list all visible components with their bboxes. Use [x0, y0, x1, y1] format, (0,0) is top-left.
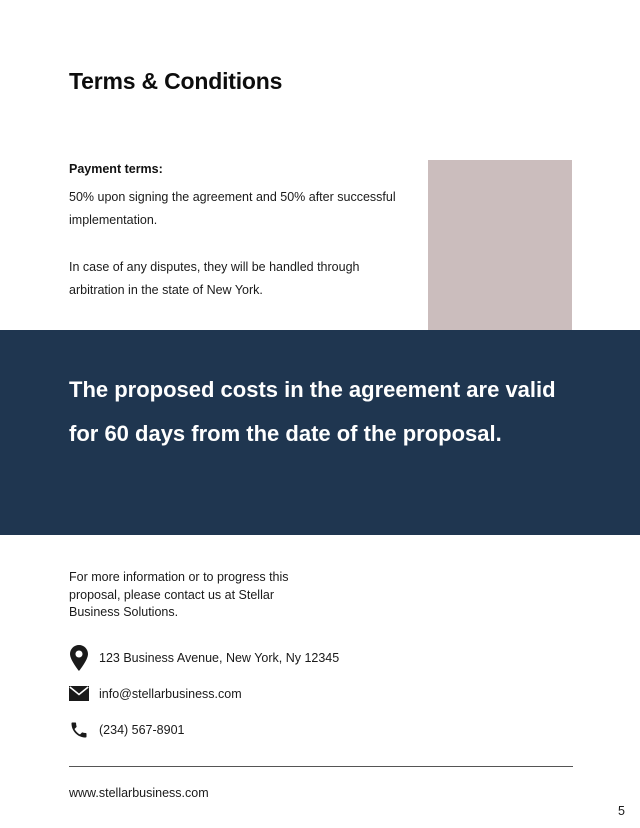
- disputes-text: In case of any disputes, they will be handled through arbitration in the state of New York.: [69, 260, 360, 297]
- email-link[interactable]: info@stellarbusiness.com: [99, 686, 242, 701]
- image-placeholder: [428, 160, 572, 332]
- page-title: Terms & Conditions: [69, 68, 283, 94]
- website-link[interactable]: www.stellarbusiness.com: [69, 786, 209, 800]
- payment-terms-heading: Payment terms:: [69, 162, 163, 176]
- footer-divider: [69, 766, 573, 767]
- validity-banner: [0, 330, 640, 535]
- contact-email: [68, 686, 242, 701]
- page-number: 5: [618, 804, 625, 818]
- payment-terms-text: 50% upon signing the agreement and 50% after successful implementation.: [69, 190, 396, 227]
- address-text: 123 Business Avenue, New York, Ny 12345: [99, 651, 340, 665]
- terms-section: [69, 162, 399, 302]
- envelope-icon: [68, 686, 90, 701]
- map-pin-icon: [68, 645, 90, 671]
- contact-phone: [68, 720, 184, 740]
- phone-icon: [68, 720, 90, 740]
- phone-number[interactable]: (234) 567-8901: [99, 723, 185, 737]
- contact-address: [68, 645, 339, 671]
- validity-banner-text: The proposed costs in the agreement are valid for 60 days from the date of the proposal.: [69, 377, 556, 446]
- contact-intro: For more information or to progress this proposal, please contact us at Stellar Business Solutions.: [69, 570, 289, 619]
